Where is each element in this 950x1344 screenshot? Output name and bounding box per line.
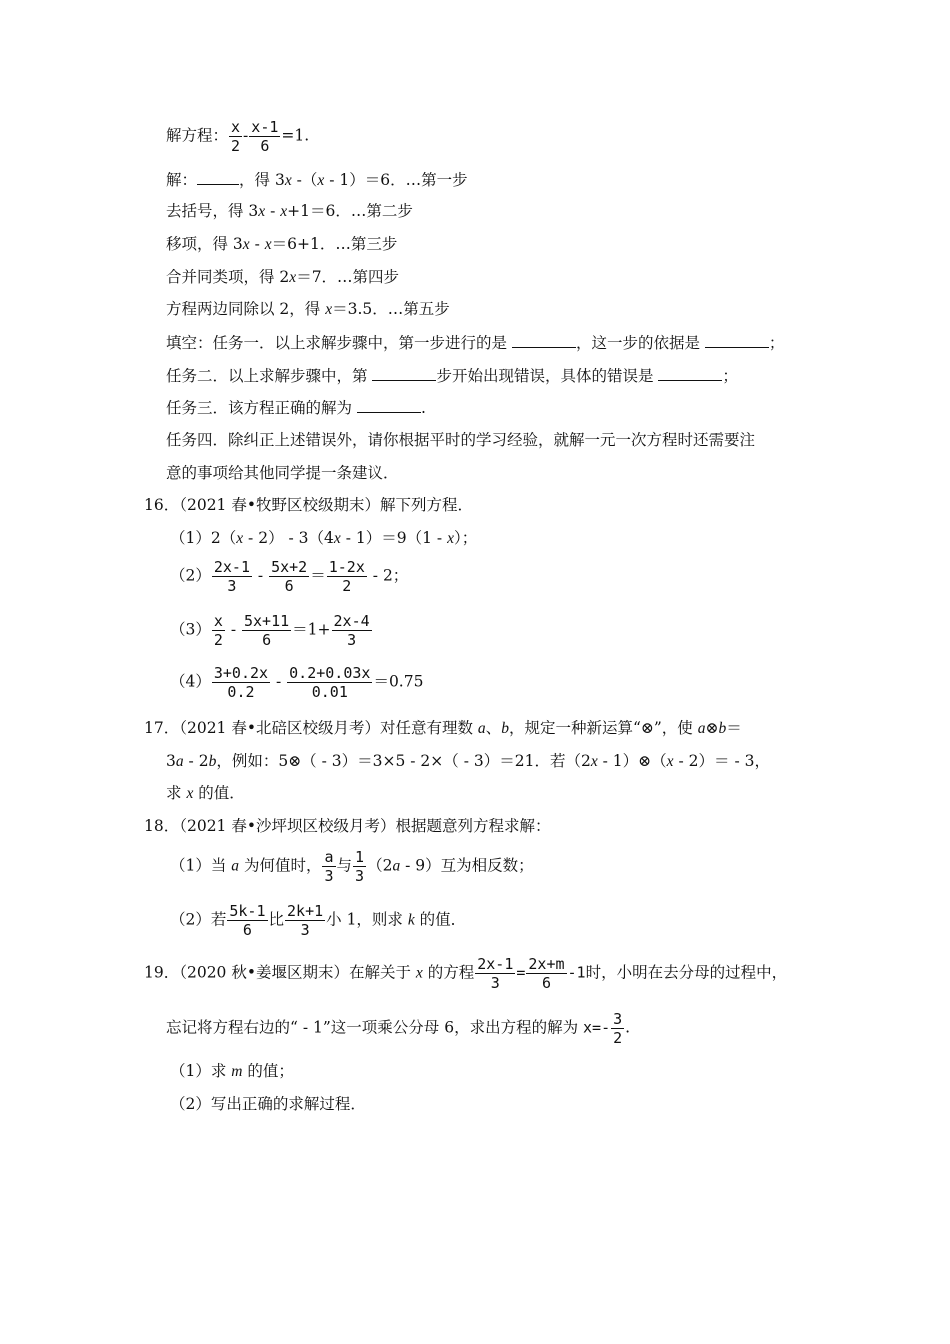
text: 的值； <box>242 1062 294 1080</box>
text: . <box>625 1018 631 1037</box>
text: - 2） - 3（4 <box>243 529 334 547</box>
variable: k <box>407 911 415 929</box>
fraction <box>269 558 309 595</box>
q18-heading <box>144 815 551 837</box>
blank <box>512 331 576 348</box>
fraction <box>242 612 291 649</box>
denominator: 6 <box>260 137 270 155</box>
text: ，得 3 <box>239 171 285 189</box>
denominator: 6 <box>242 921 252 939</box>
numerator: 1-2x <box>328 558 365 576</box>
numerator: 2x-4 <box>333 612 370 630</box>
numerator: x-1 <box>251 118 279 136</box>
step-3-line <box>166 233 397 256</box>
fraction <box>229 118 242 155</box>
text: - 9）互为相反数； <box>400 856 534 875</box>
variable: a <box>697 720 706 737</box>
denominator: 3 <box>227 577 237 595</box>
variable: x <box>415 964 423 982</box>
numerator: 0.2+0.03x <box>289 664 371 682</box>
denominator: 3 <box>355 867 365 885</box>
text: 移项，得 3 <box>166 235 243 253</box>
variable: x <box>264 236 272 253</box>
denominator: 2 <box>342 577 352 595</box>
text: （1）当 <box>170 856 232 875</box>
text: - 2； <box>367 566 409 585</box>
numerator: 2k+1 <box>287 902 324 920</box>
text: ＝ <box>310 566 326 585</box>
q16-heading <box>144 494 473 516</box>
variable: x <box>236 530 244 547</box>
denominator: 3 <box>490 974 500 992</box>
text: 任务三．该方程正确的解为 <box>166 399 357 417</box>
denominator: 3 <box>324 867 334 885</box>
numerator: 2x-1 <box>477 955 514 973</box>
fraction <box>526 955 566 992</box>
text: 去括号，得 3 <box>166 202 259 220</box>
text: - <box>253 566 269 585</box>
numerator: x <box>213 612 223 630</box>
text: 18．（2021 春•沙坪坝区校级月考）根据题意列方程求解： <box>144 817 551 835</box>
variable: b <box>501 720 509 737</box>
text: （3） <box>170 620 211 639</box>
numerator: 5x+11 <box>244 612 290 630</box>
denominator: 2 <box>613 1029 623 1047</box>
denominator: 2 <box>231 137 241 155</box>
denominator: 6 <box>262 631 272 649</box>
fraction <box>249 118 280 155</box>
equation-line <box>166 118 309 155</box>
fraction <box>212 664 270 701</box>
q18-part-1 <box>170 848 534 885</box>
text: - <box>243 126 249 145</box>
text: 合并同类项，得 2 <box>166 268 290 286</box>
variable: x <box>325 301 333 318</box>
text: ； <box>768 334 785 352</box>
variable: b <box>718 720 727 737</box>
denominator: 0.01 <box>311 683 348 701</box>
fraction <box>327 558 367 595</box>
variable: x <box>666 753 674 770</box>
text: 任务二．以上求解步骤中，第 <box>166 367 373 385</box>
text: 比 <box>268 910 285 929</box>
text: 方程两边同除以 2，得 <box>166 300 326 318</box>
denominator: 6 <box>284 577 294 595</box>
text: （4） <box>170 672 211 691</box>
variable: a <box>477 720 486 737</box>
fraction <box>475 955 515 992</box>
variable: x <box>590 753 598 770</box>
q16-part-1 <box>170 527 477 550</box>
variable: x <box>284 172 292 189</box>
step-4-line <box>166 266 399 289</box>
numerator: 3 <box>613 1010 623 1028</box>
text: 的值． <box>414 910 467 929</box>
variable: m <box>231 1063 243 1080</box>
text: ＝7．…第四步 <box>296 268 400 286</box>
text: （1）2（ <box>170 529 237 547</box>
text: 解： <box>166 171 198 189</box>
fraction <box>287 664 372 701</box>
numerator: a <box>324 848 334 866</box>
task-3-line <box>166 396 426 419</box>
q19-line-2 <box>166 1010 630 1047</box>
blank <box>197 168 239 185</box>
text: ＝6+1．…第三步 <box>271 235 398 253</box>
blank <box>357 396 421 413</box>
text: 步开始出现错误，具体的错误是 <box>436 367 659 385</box>
task-2-line <box>166 364 738 387</box>
blank <box>658 364 722 381</box>
denominator: 3 <box>300 921 310 939</box>
text: . <box>420 399 426 417</box>
variable: a <box>231 857 240 875</box>
fraction <box>332 612 372 649</box>
text: 小 1，则求 <box>326 910 408 929</box>
fraction <box>353 848 366 885</box>
text: ＝ <box>726 719 742 737</box>
fraction <box>212 558 252 595</box>
task-4-line-cont <box>166 462 399 484</box>
text: 任务四．除纠正上述错误外，请你根据平时的学习经验，就解一元一次方程时还需要注 <box>166 431 756 449</box>
variable: x <box>280 203 288 220</box>
text: 19．（2020 秋•姜堰区期末）在解关于 <box>144 963 416 982</box>
text: ）； <box>453 529 478 547</box>
denominator: 3 <box>347 631 357 649</box>
text: - 1）＝6．…第一步 <box>324 171 468 189</box>
text: 时，小明在去分母的过程中， <box>585 963 788 982</box>
text: 解方程： <box>166 126 229 145</box>
fraction <box>212 612 225 649</box>
text: （2 <box>367 856 393 875</box>
text: = <box>516 963 526 982</box>
text: 16．（2021 春•牧野区校级期末）解下列方程． <box>144 496 473 514</box>
text: （2）写出正确的求解过程． <box>170 1095 366 1113</box>
q19-part-2 <box>170 1093 366 1115</box>
q16-part-2 <box>170 558 408 595</box>
denominator: 6 <box>541 974 551 992</box>
denominator: 0.2 <box>227 683 255 701</box>
step-2-line <box>166 200 413 223</box>
q18-part-2 <box>170 902 466 939</box>
text: -（ <box>291 171 318 189</box>
text: ＝1+ <box>292 620 331 639</box>
denominator: 2 <box>213 631 223 649</box>
text: 、 <box>485 719 502 737</box>
variable: a <box>175 753 184 770</box>
text: +1＝6．…第二步 <box>287 202 413 220</box>
text: ＝0.75 <box>373 672 424 691</box>
blank <box>372 364 436 381</box>
q19-line-1 <box>144 955 787 992</box>
q17-line-2 <box>166 750 770 773</box>
numerator: 2x-1 <box>213 558 250 576</box>
task-4-line <box>166 429 755 451</box>
blank <box>705 331 769 348</box>
text: - 1）⊗（ <box>597 752 667 770</box>
text: - <box>225 620 241 639</box>
fraction <box>322 848 335 885</box>
text: - <box>265 202 281 220</box>
numerator: 1 <box>355 848 365 866</box>
text: 的值． <box>193 784 245 802</box>
text: =1. <box>281 126 310 145</box>
text: - 2 <box>183 752 209 770</box>
text: （2） <box>170 566 211 585</box>
text: - <box>249 235 265 253</box>
fraction <box>285 902 325 939</box>
text: ； <box>722 367 738 385</box>
q17-line-1 <box>144 717 742 740</box>
q19-part-1 <box>170 1060 294 1083</box>
text: 与 <box>336 856 353 875</box>
text: 为何值时， <box>239 856 322 875</box>
variable: x <box>447 530 454 547</box>
text: 的方程 <box>422 963 475 982</box>
text: - 1）＝9（1 - <box>340 529 448 547</box>
numerator: 5x+2 <box>271 558 308 576</box>
q16-part-3 <box>170 612 373 649</box>
numerator: 3+0.2x <box>213 664 269 682</box>
variable: a <box>392 857 401 875</box>
variable: b <box>208 753 217 770</box>
text: ，规定一种新运算“⊗”，使 <box>508 719 698 737</box>
text: -1 <box>567 963 586 982</box>
variable: x <box>289 269 297 286</box>
text: 填空：任务一．以上求解步骤中，第一步进行的是 <box>166 334 512 352</box>
variable: x <box>258 203 266 220</box>
text: - 2）＝ - 3， <box>673 752 770 770</box>
task-1-line <box>166 331 784 354</box>
step-1-line <box>166 168 468 192</box>
variable: x <box>317 172 325 189</box>
step-5-line <box>166 298 450 321</box>
text: - <box>271 672 287 691</box>
text: 求 <box>166 784 187 802</box>
text: ，例如：5⊗（ - 3）＝3×5 - 2×（ - 3）＝21．若（2 <box>216 752 591 770</box>
variable: x <box>186 785 194 802</box>
q16-part-4 <box>170 664 423 701</box>
text: ，这一步的依据是 <box>575 334 705 352</box>
q17-line-3 <box>166 782 245 805</box>
text: （2）若 <box>170 910 227 929</box>
text: （1）求 <box>170 1062 232 1080</box>
text: x=- <box>583 1018 611 1037</box>
text: ⊗ <box>705 719 719 737</box>
text: 忘记将方程右边的“ - 1”这一项乘公分母 6，求出方程的解为 <box>166 1018 584 1037</box>
fraction <box>227 902 267 939</box>
text: ＝3.5．…第五步 <box>332 300 450 318</box>
text: 意的事项给其他同学提一条建议． <box>166 464 399 482</box>
numerator: 5k-1 <box>229 902 266 920</box>
variable: x <box>242 236 250 253</box>
numerator: 2x+m <box>528 955 565 973</box>
numerator: x <box>231 118 241 136</box>
variable: x <box>333 530 341 547</box>
text: 3 <box>166 752 176 770</box>
fraction <box>611 1010 624 1047</box>
text: 17．（2021 春•北碚区校级月考）对任意有理数 <box>144 719 478 737</box>
